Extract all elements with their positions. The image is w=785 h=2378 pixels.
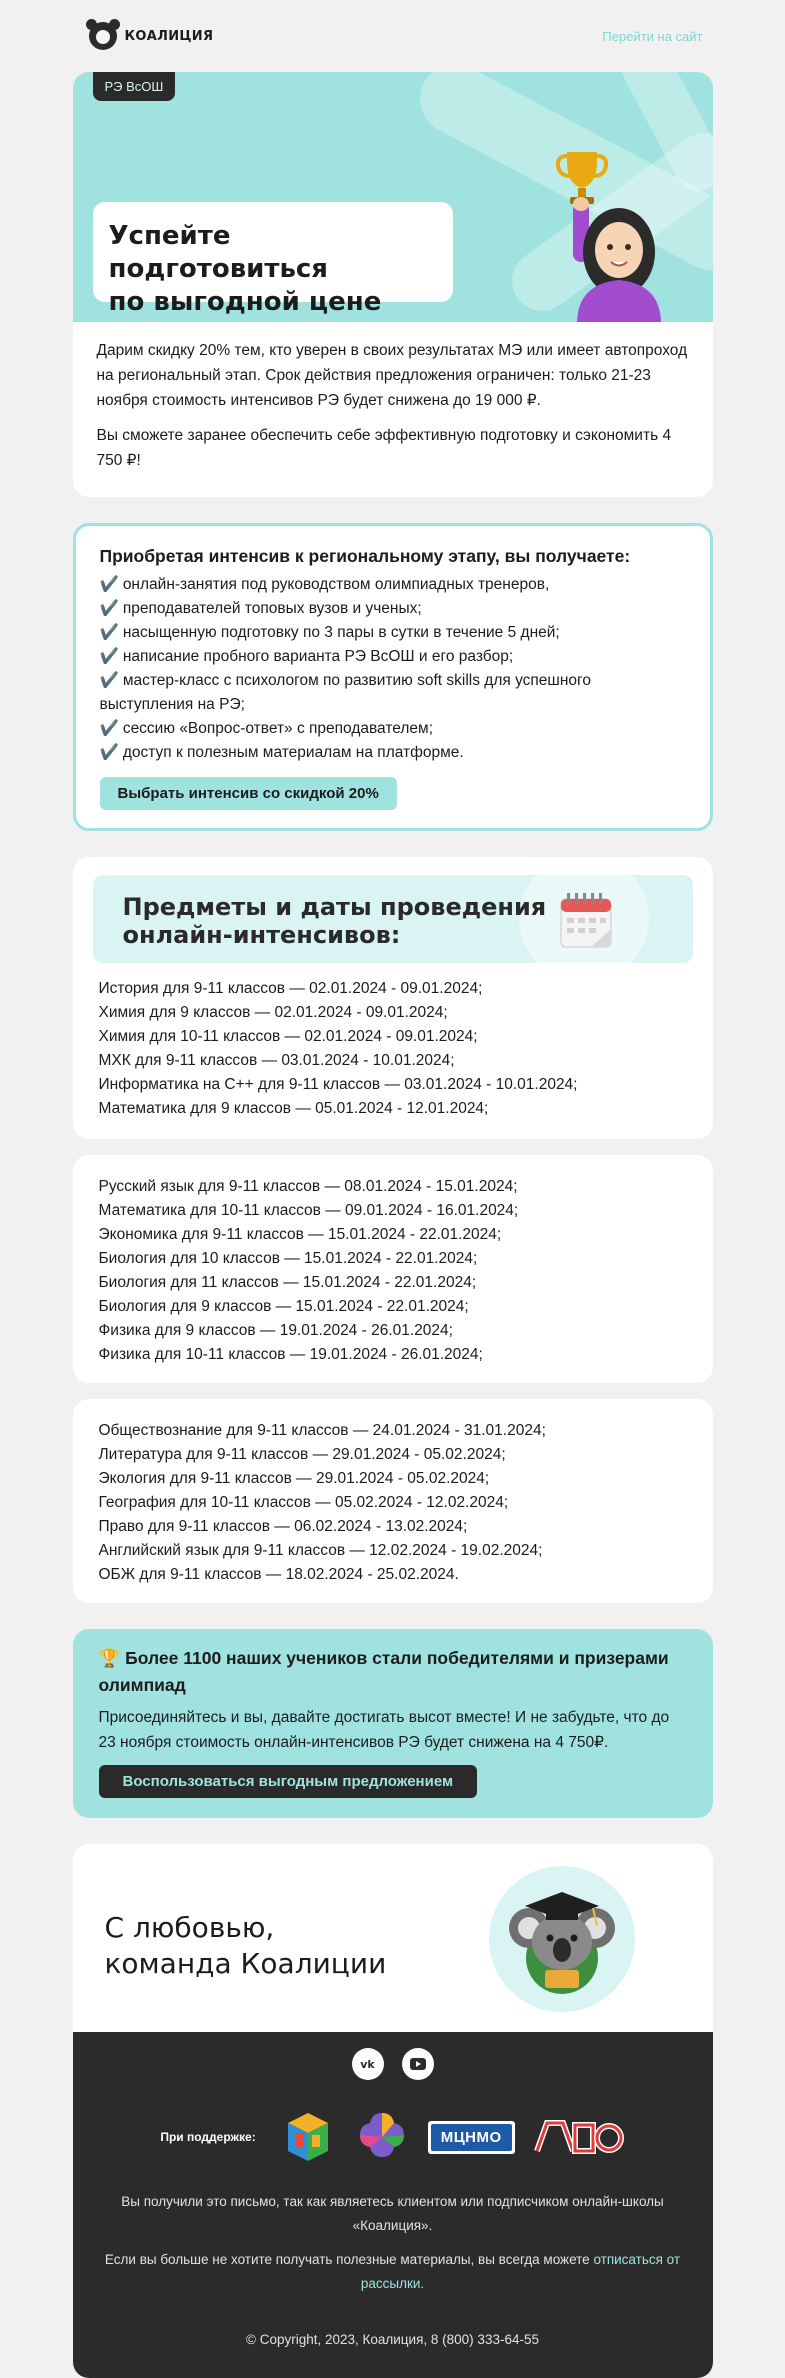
- signature-block: [73, 1844, 713, 2032]
- benefit-item: ✔️ онлайн-занятия под руководством олимпиадных тренеров,: [99, 576, 550, 593]
- girl-with-trophy-icon: [539, 134, 663, 322]
- social-links: [101, 2048, 685, 2080]
- subject-item: История для 9-11 классов — 02.01.2024 - 09.01.2024;: [98, 980, 483, 997]
- subject-item: География для 10-11 классов — 05.02.2024 - 12.02.2024;: [98, 1494, 509, 1511]
- phone-link[interactable]: 8 (800) 333-64-55: [430, 2332, 539, 2347]
- subject-item: Математика для 10-11 классов — 09.01.2024 - 16.01.2024;: [98, 1202, 519, 1219]
- partners-row: [101, 2102, 685, 2172]
- checkmark-icon: ✔️: [99, 600, 119, 617]
- subject-item: Право для 9-11 классов — 06.02.2024 - 13.02.2024;: [98, 1518, 468, 1535]
- subject-item: Химия для 9 классов — 02.01.2024 - 09.01.2024;: [98, 1004, 448, 1021]
- olympiad-badge: РЭ ВсОШ: [93, 72, 176, 101]
- partner-dpo-logo-icon[interactable]: [533, 2119, 625, 2155]
- subject-item: Информатика на С++ для 9-11 классов — 03.01.2024 - 10.01.2024;: [98, 1076, 578, 1093]
- go-to-site-link[interactable]: Перейти на сайт: [602, 28, 703, 44]
- benefits-card: [73, 523, 713, 831]
- benefit-item: ✔️ сессию «Вопрос-ответ» с преподавателем;: [99, 720, 433, 737]
- subjects-card: [73, 857, 713, 1139]
- logo[interactable]: [89, 22, 214, 50]
- use-offer-button[interactable]: Воспользоваться выгодным предложением: [99, 1765, 478, 1798]
- unsubscribe-notice: Если вы больше не хотите получать полезные материалы, вы всегда можете отписаться от рассылки.: [104, 2252, 681, 2291]
- email-container: [73, 0, 713, 2378]
- subjects-header: [93, 875, 693, 963]
- koala-graduate-icon: [489, 1866, 635, 2012]
- checkmark-icon: ✔️: [99, 720, 119, 737]
- subject-item: ОБЖ для 9-11 классов — 18.02.2024 - 25.02.2024.: [98, 1566, 459, 1583]
- subjects-card-2: [73, 1155, 713, 1383]
- hero-banner: [73, 72, 713, 322]
- intro-paragraph-1: Дарим скидку 20% тем, кто уверен в своих результатах МЭ или имеет автопроход на региональный этап. Срок действия предложения ограничен: только 21-23 ноября стоимость интенсивов РЭ будет снижена до 19 000 ₽.: [96, 342, 688, 409]
- checkmark-icon: ✔️: [99, 744, 119, 761]
- unsubscribe-link[interactable]: отписаться от рассылки.: [360, 2252, 681, 2291]
- benefit-item: ✔️ преподавателей топовых вузов и ученых;: [99, 600, 422, 617]
- koala-mascot-circle: [489, 1866, 635, 2012]
- koala-logo-icon: [89, 22, 117, 50]
- subscription-notice: Вы получили это письмо, так как являетесь клиентом или подписчиком онлайн-школы «Коалиция».: [121, 2194, 664, 2233]
- signature-text: С любовью, команда Коалиции: [104, 1911, 387, 1980]
- subject-item: Биология для 9 классов — 15.01.2024 - 22.01.2024;: [98, 1298, 469, 1315]
- subjects-title: Предметы и даты проведения онлайн-интенсивов:: [122, 893, 547, 949]
- promo-title: 🏆 Более 1100 наших учеников стали победителями и призерами олимпиад: [98, 1648, 669, 1695]
- promo-text: Присоединяйтесь и вы, давайте достигать высот вместе! И не забудьте, что до 23 ноября стоимость онлайн-интенсивов РЭ будет снижена на 4 750₽.: [98, 1709, 670, 1751]
- subject-item: МХК для 9-11 классов — 03.01.2024 - 10.01.2024;: [98, 1052, 455, 1069]
- hero-title: Успейте подготовиться по выгодной цене: [108, 221, 382, 317]
- partner-mcnmo-logo[interactable]: МЦНМО: [428, 2121, 515, 2154]
- subject-item: Физика для 10-11 классов — 19.01.2024 - 26.01.2024;: [98, 1346, 483, 1363]
- checkmark-icon: ✔️: [99, 576, 119, 593]
- subjects-card-3: [73, 1399, 713, 1603]
- subject-item: Биология для 10 классов — 15.01.2024 - 22.01.2024;: [98, 1250, 478, 1267]
- subject-item: Экономика для 9-11 классов — 15.01.2024 - 22.01.2024;: [98, 1226, 502, 1243]
- benefit-item: ✔️ написание пробного варианта РЭ ВсОШ и его разбор;: [99, 648, 514, 665]
- subject-item: Биология для 11 классов — 15.01.2024 - 22.01.2024;: [98, 1274, 477, 1291]
- subjects-list-1: [93, 963, 693, 1121]
- subject-item: Литература для 9-11 классов — 29.01.2024 - 05.02.2024;: [98, 1446, 506, 1463]
- checkmark-icon: ✔️: [99, 648, 119, 665]
- copyright: © Copyright, 2023, Коалиция, 8 (800) 333-64-55: [246, 2332, 539, 2347]
- partner-cube-logo-icon[interactable]: [280, 2111, 336, 2163]
- intro-paragraph-2: Вы сможете заранее обеспечить себе эффективную подготовку и сэкономить 4 750 ₽!: [96, 427, 672, 469]
- subject-item: Обществознание для 9-11 классов — 24.01.2024 - 31.01.2024;: [98, 1422, 546, 1439]
- trophy-icon: 🏆: [98, 1648, 121, 1668]
- checkmark-icon: ✔️: [99, 672, 119, 689]
- benefit-item: ✔️ доступ к полезным материалам на платформе.: [99, 744, 464, 761]
- intro-section: [73, 322, 713, 497]
- footer: [73, 2032, 713, 2378]
- hero-title-card: [93, 202, 453, 317]
- support-label: При поддержке:: [160, 2130, 256, 2144]
- partner-star-logo-icon[interactable]: [354, 2109, 410, 2165]
- subject-item: Математика для 9 классов — 05.01.2024 - 12.01.2024;: [98, 1100, 489, 1117]
- top-bar: [73, 0, 713, 72]
- vk-icon[interactable]: vk: [352, 2048, 384, 2080]
- choose-intensive-button[interactable]: Выбрать интенсив со скидкой 20%: [100, 777, 397, 810]
- subject-item: Физика для 9 классов — 19.01.2024 - 26.01.2024;: [98, 1322, 453, 1339]
- school-link[interactable]: онлайн-школы «Коалиция».: [352, 2194, 664, 2233]
- subject-item: Экология для 9-11 классов — 29.01.2024 - 05.02.2024;: [98, 1470, 490, 1487]
- youtube-icon[interactable]: [402, 2048, 434, 2080]
- benefits-title: Приобретая интенсив к региональному этапу, вы получаете:: [99, 546, 631, 566]
- subject-item: Русский язык для 9-11 классов — 08.01.2024 - 15.01.2024;: [98, 1178, 518, 1195]
- subject-item: Химия для 10-11 классов — 02.01.2024 - 09.01.2024;: [98, 1028, 478, 1045]
- calendar-icon: [557, 889, 615, 951]
- checkmark-icon: ✔️: [99, 624, 119, 641]
- benefit-item: ✔️ насыщенную подготовку по 3 пары в сутки в течение 5 дней;: [99, 624, 560, 641]
- subject-item: Английский язык для 9-11 классов — 12.02.2024 - 19.02.2024;: [98, 1542, 543, 1559]
- benefit-item: ✔️ мастер-класс с психологом по развитию soft skills для успешного выступления на РЭ;: [99, 672, 591, 713]
- promo-block: [73, 1629, 713, 1818]
- logo-text: КОАЛИЦИЯ: [124, 28, 214, 44]
